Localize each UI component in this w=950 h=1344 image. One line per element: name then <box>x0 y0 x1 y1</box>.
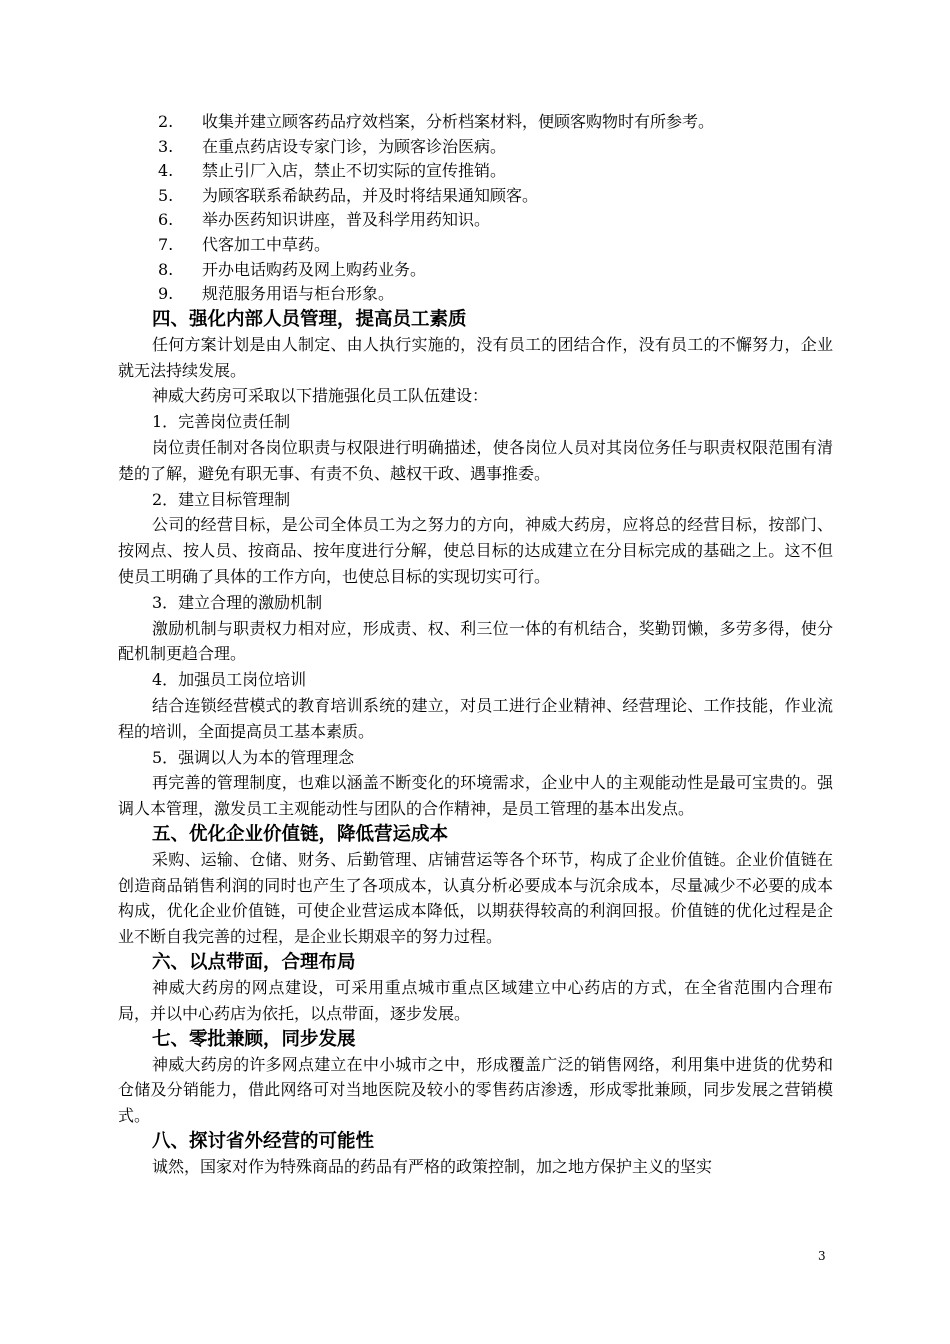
section-heading-7: 七、零批兼顾，同步发展 <box>152 1028 356 1050</box>
section-heading-5: 五、优化企业价值链，降低营运成本 <box>152 823 449 845</box>
list-item-number: 5. <box>158 185 174 205</box>
page-number: 3 <box>818 1249 826 1263</box>
paragraph: 神威大药房的网点建设，可采用重点城市重点区域建立中心药店的方式，在全省范围内合理布局，并以中心药店为依托，以点带面，逐步发展。 <box>118 978 833 1023</box>
list-item-number: 6. <box>158 210 174 230</box>
paragraph: 神威大药房可采取以下措施强化员工队伍建设： <box>152 386 489 406</box>
list-item-number: 9. <box>158 284 174 304</box>
list-item-number: 8. <box>158 259 174 279</box>
list-item <box>118 258 833 283</box>
paragraph: 任何方案计划是由人制定、由人执行实施的，没有员工的团结合作，没有员工的不懈努力，企业就无法持续发展。 <box>118 334 833 380</box>
list-item <box>118 208 833 233</box>
list-item-text: 规范服务用语与柜台形象。 <box>202 284 395 304</box>
subheading: 1．完善岗位责任制 <box>152 412 291 432</box>
list-item <box>118 159 833 184</box>
list-item-number: 3. <box>158 136 174 156</box>
service-measures-list <box>118 110 833 307</box>
paragraph: 公司的经营目标，是公司全体员工为之努力的方向，神威大药房，应将总的经营目标，按部门、按网点、按人员、按商品、按年度进行分解，使总目标的达成建立在分目标完成的基础之上。这不但使员工明确了具体的工作方向，也使总目标的实现切实可行。 <box>118 515 833 586</box>
list-item-text: 禁止引厂入店，禁止不切实际的宣传推销。 <box>202 161 507 181</box>
list-item-text: 为顾客联系希缺药品，并及时将结果通知顾客。 <box>202 185 539 205</box>
subheading: 2．建立目标管理制 <box>152 489 291 509</box>
list-item-number: 2. <box>158 112 174 131</box>
paragraph: 采购、运输、仓储、财务、后勤管理、店铺营运等各个环节，构成了企业价值链。企业价值链在创造商品销售利润的同时也产生了各项成本，认真分析必要成本与沉余成本，尽量减少不必要的成本构成，优化企业价值链，可使企业营运成本降低，以期获得较高的利润回报。价值链的优化过程是企业不断自我完善的过程，是企业长期艰辛的努力过程。 <box>118 849 833 947</box>
subheading: 4．加强员工岗位培训 <box>152 670 307 690</box>
list-item-text: 开办电话购药及网上购药业务。 <box>202 259 427 279</box>
list-item-text: 收集并建立顾客药品疗效档案，分析档案材料，便顾客购物时有所参考。 <box>202 112 715 131</box>
list-item-text: 举办医药知识讲座，普及科学用药知识。 <box>202 210 491 230</box>
section-heading-4: 四、强化内部人员管理，提高员工素质 <box>152 308 467 330</box>
list-item-number: 7. <box>158 234 174 254</box>
list-item-text: 在重点药店设专家门诊，为顾客诊治医病。 <box>202 136 507 156</box>
list-item <box>118 282 833 307</box>
subheading: 3．建立合理的激励机制 <box>152 592 323 612</box>
page-body <box>118 110 833 1180</box>
section-heading-6: 六、以点带面，合理布局 <box>152 952 356 974</box>
paragraph: 诚然，国家对作为特殊商品的药品有严格的政策控制，加之地方保护主义的坚实 <box>152 1157 713 1177</box>
list-item <box>118 233 833 258</box>
paragraph: 岗位责任制对各岗位职责与权限进行明确描述，使各岗位人员对其岗位务任与职责权限范围有清楚的了解，避免有职无事、有责不负、越权干政、遇事推委。 <box>118 437 833 483</box>
paragraph: 神威大药房的许多网点建立在中小城市之中，形成覆盖广泛的销售网络，利用集中进货的优势和仓储及分销能力，借此网络可对当地医院及较小的零售药店渗透，形成零批兼顾，同步发展之营销模式。 <box>118 1054 833 1126</box>
list-item-number: 4. <box>158 161 174 181</box>
list-item <box>118 110 833 135</box>
paragraph: 结合连锁经营模式的教育培训系统的建立，对员工进行企业精神、经营理论、工作技能，作业流程的培训，全面提高员工基本素质。 <box>118 695 833 741</box>
list-item-text: 代客加工中草药。 <box>202 234 331 254</box>
paragraph: 激励机制与职责权力相对应，形成责、权、利三位一体的有机结合，奖勤罚懒，多劳多得，使分配机制更趋合理。 <box>118 618 833 664</box>
paragraph: 再完善的管理制度，也难以涵盖不断变化的环境需求，企业中人的主观能动性是最可宝贵的。强调人本管理，激发员工主观能动性与团队的合作精神，是员工管理的基本出发点。 <box>118 773 833 819</box>
list-item <box>118 135 833 160</box>
section-heading-8: 八、探讨省外经营的可能性 <box>152 1131 375 1153</box>
subheading: 5．强调以人为本的管理理念 <box>152 747 355 767</box>
list-item <box>118 184 833 209</box>
